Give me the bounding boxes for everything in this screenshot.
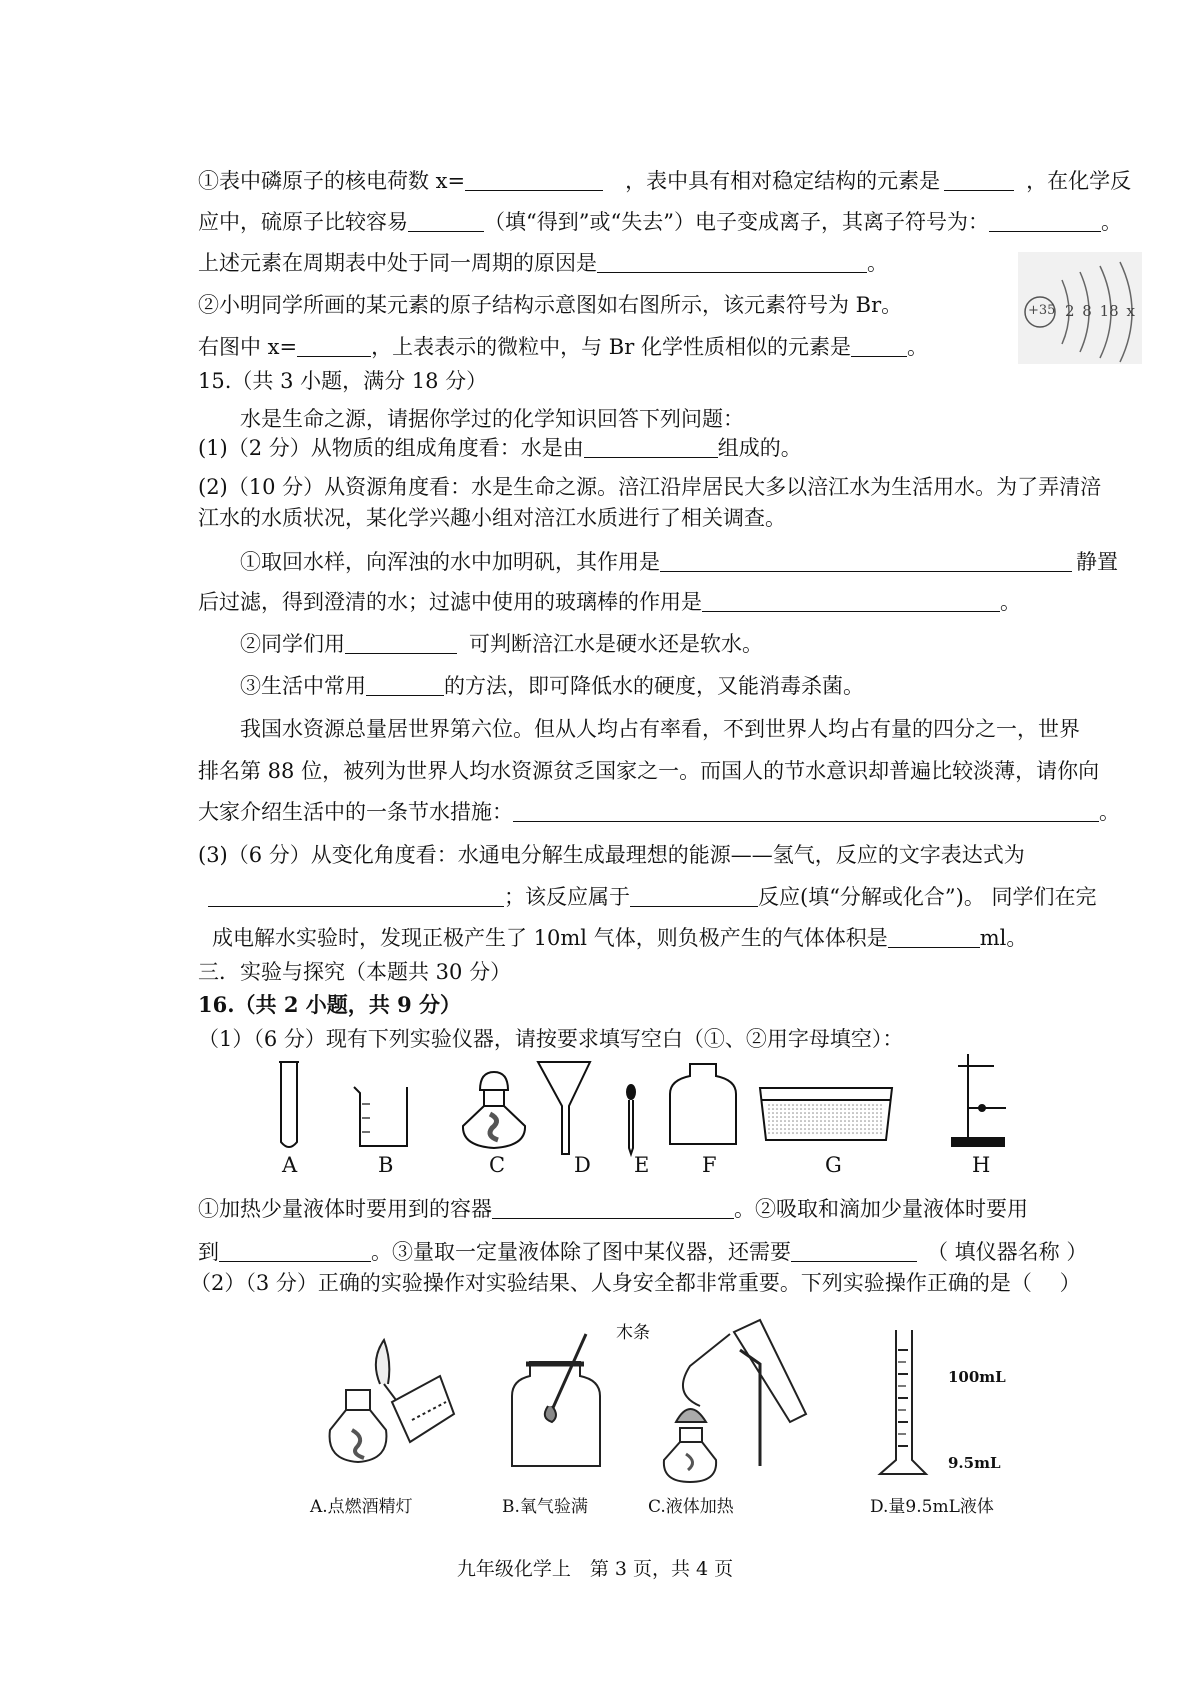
measuring-cylinder-icon [880, 1330, 926, 1474]
blank-water-composition[interactable] [584, 437, 718, 458]
alcohol-lamp-icon [463, 1072, 525, 1148]
wood-splint-label: 木条 [616, 1323, 650, 1343]
apparatus-label-b: B [378, 1153, 394, 1177]
cylinder-bottom-label: 9.5mL [948, 1454, 1001, 1472]
blank-glass-rod-role[interactable] [702, 591, 1000, 612]
q15-part3-line2: ；该反应属于 反应(填“分解或化合”)。 同学们在完 [208, 882, 1097, 912]
q15-sub1-line2: 后过滤，得到澄清的水；过滤中使用的玻璃棒的作用是 。 [198, 590, 1021, 614]
blank-charge-x[interactable] [465, 170, 603, 191]
q14-line-2: 应中，硫原子比较容易 （填“得到”或“失去”）电子变成离子，其离子符号为： 。 [198, 210, 1122, 234]
blank-same-period-reason[interactable] [597, 252, 867, 273]
q15-sub1-line1: ①取回水样，向浑浊的水中加明矾，其作用是 静置 [240, 550, 1118, 574]
operations-figure [0, 1310, 1190, 1500]
blank-ion-symbol[interactable] [989, 211, 1101, 232]
blank-stable-element[interactable] [944, 170, 1014, 191]
lamp-lighting-icon [330, 1340, 454, 1462]
oxygen-test-bottle-icon [512, 1334, 600, 1466]
blank-alum-role[interactable] [660, 551, 1072, 572]
blank-hard-water-test[interactable] [345, 633, 457, 654]
q16-heading: 16.（共 2 小题，共 9 分） [198, 992, 462, 1017]
apparatus-label-a: A [282, 1153, 298, 1177]
q15-heading: 15.（共 3 小题，满分 18 分） [198, 369, 488, 393]
blank-measuring-instrument[interactable] [791, 1241, 917, 1262]
blank-cathode-gas-volume[interactable] [888, 927, 980, 948]
apparatus-label-f: F [702, 1153, 717, 1177]
q15-water-para-3: 大家介绍生活中的一条节水措施： 。 [198, 800, 1120, 824]
q15-part3-line3: 成电解水实验时，发现正极产生了 10ml 气体，则负极产生的气体体积是 ml。 [212, 926, 1028, 950]
blank-similar-element[interactable] [851, 336, 907, 357]
blank-dropping-instrument[interactable] [219, 1241, 371, 1262]
apparatus-label-d: D [574, 1153, 591, 1177]
q15-part2-line2: 江水的水质状况，某化学兴趣小组对涪江水质进行了相关调查。 [198, 506, 786, 530]
q15-water-para-1: 我国水资源总量居世界第六位。但从人均占有率看，不到世界人均占有量的四分之一，世界 [240, 717, 1080, 741]
q16-answer-line-2: 到 。③量取一定量液体除了图中某仪器，还需要 （ 填仪器名称 ） [198, 1240, 1088, 1264]
blank-water-saving-measure[interactable] [513, 801, 1099, 822]
q16-part2-prompt: （2）（3 分）正确的实验操作对实验结果、人身安全都非常重要。下列实验操作正确的是（ ） [190, 1271, 1081, 1295]
iron-stand-icon [952, 1054, 1006, 1146]
liquid-heating-icon [664, 1320, 806, 1482]
q16-answer-line-1: ①加热少量液体时要用到的容器 。②吸取和滴加少量液体时要用 [198, 1197, 1028, 1221]
q15-sub2: ②同学们用 可判断涪江水是硬水还是软水。 [240, 632, 763, 656]
apparatus-label-g: G [825, 1153, 842, 1177]
caption-d: D.量9.5mL液体 [870, 1497, 994, 1517]
q15-part1: (1)（2 分）从物质的组成角度看：水是由 组成的。 [198, 436, 802, 460]
funnel-icon [538, 1062, 590, 1154]
q14-line-5: 右图中 x= ，上表表示的微粒中，与 Br 化学性质相似的元素是 。 [198, 335, 928, 359]
gas-bottle-icon [670, 1064, 736, 1144]
atom-shells-label: 2 8 18 x [1065, 302, 1135, 320]
trough-water-dots [768, 1104, 884, 1136]
test-tube-icon [279, 1062, 299, 1147]
apparatus-label-e: E [634, 1153, 650, 1177]
caption-c: C.液体加热 [648, 1497, 734, 1517]
blank-br-x[interactable] [297, 336, 371, 357]
q14-line-3: 上述元素在周期表中处于同一周期的原因是 。 [198, 251, 888, 275]
blank-heating-container[interactable] [492, 1198, 734, 1219]
blank-gain-lose[interactable] [408, 211, 484, 232]
blank-word-equation[interactable] [208, 886, 504, 907]
cylinder-top-label: 100mL [948, 1368, 1006, 1386]
q14-line-1: ①表中磷原子的核电荷数 x= ，表中具有相对稳定结构的元素是 ，在化学反 [198, 169, 1132, 193]
blank-softening-method[interactable] [366, 675, 444, 696]
q15-intro: 水是生命之源，请据你学过的化学知识回答下列问题： [240, 407, 744, 431]
section-3-heading: 三．实验与探究（本题共 30 分） [198, 960, 512, 984]
atom-nucleus-label: +35 [1028, 303, 1056, 318]
q15-part3-line1: (3)（6 分）从变化角度看：水通电分解生成最理想的能源——氢气，反应的文字表达式为 [198, 843, 1025, 867]
blank-reaction-type[interactable] [630, 886, 758, 907]
q15-water-para-2: 排名第 88 位，被列为世界人均水资源贫乏国家之一。而国人的节水意识却普遍比较淡薄，请你向 [198, 759, 1100, 783]
bromine-atom-structure-diagram [1018, 252, 1142, 364]
caption-b: B.氧气验满 [502, 1497, 588, 1517]
apparatus-figure [0, 1040, 1190, 1220]
q14-line-4: ②小明同学所画的某元素的原子结构示意图如右图所示，该元素符号为 Br。 [198, 293, 903, 317]
q15-sub3: ③生活中常用 的方法，即可降低水的硬度，又能消毒杀菌。 [240, 674, 864, 698]
apparatus-label-c: C [489, 1153, 506, 1177]
apparatus-label-h: H [972, 1153, 991, 1177]
caption-a: A.点燃酒精灯 [310, 1497, 413, 1517]
q15-part2-line1: (2)（10 分）从资源角度看：水是生命之源。涪江沿岸居民大多以涪江水为生活用水。为了弄清涪 [198, 475, 1102, 499]
page-footer: 九年级化学上 第 3 页，共 4 页 [456, 1558, 734, 1580]
beaker-icon [354, 1087, 407, 1146]
q16-part1-prompt: （1）（6 分）现有下列实验仪器，请按要求填写空白（①、②用字母填空）： [198, 1027, 904, 1051]
dropper-icon [627, 1085, 635, 1154]
